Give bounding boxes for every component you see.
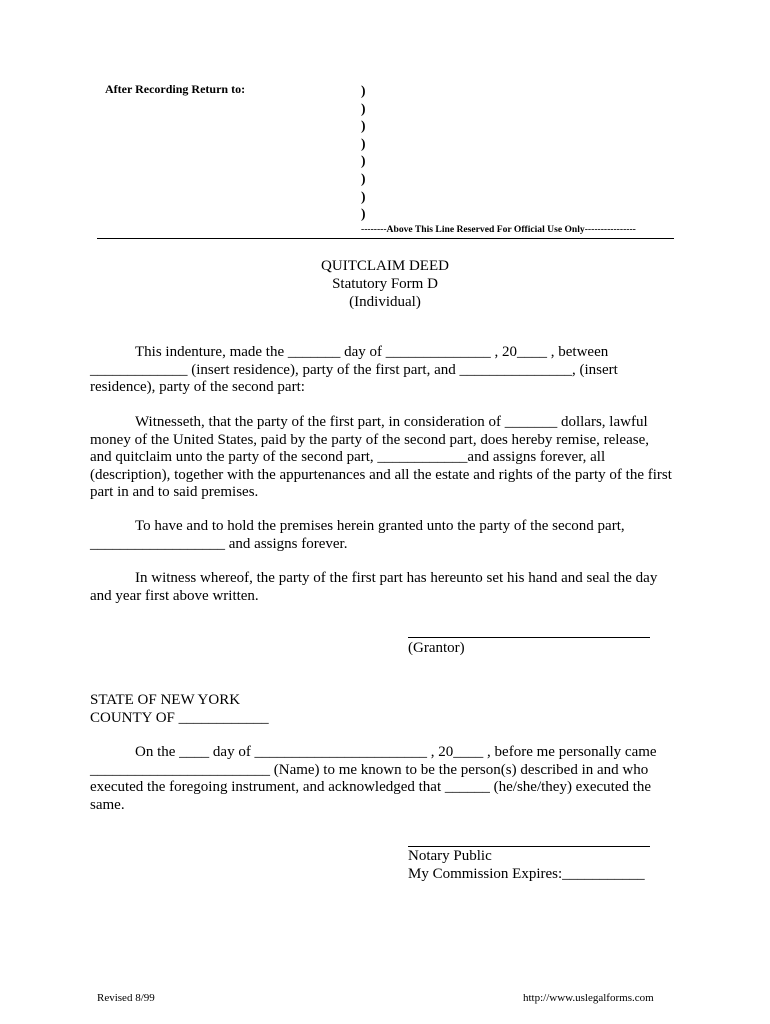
commission-expires: My Commission Expires:___________ (408, 865, 645, 882)
paragraph-line: (description), together with the appurtenances and all the estate and rights of the party of the first (90, 466, 672, 483)
bracket-mark: ) (361, 206, 366, 222)
return-label: After Recording Return to: (105, 82, 246, 96)
revision-note: Revised 8/99 (97, 992, 155, 1004)
official-use-divider (97, 238, 674, 239)
paragraph-line: ________________________ (Name) to me known to be the person(s) described in and who (90, 761, 649, 778)
bracket-mark: ) (361, 188, 366, 204)
paragraph-line: In witness whereof, the party of the first part has hereunto set his hand and seal the day (135, 570, 658, 586)
notary-signature-line (408, 846, 650, 847)
grantor-label: (Grantor) (408, 640, 465, 656)
bracket-mark: ) (361, 118, 366, 134)
paragraph-line: __________________ and assigns forever. (90, 535, 348, 552)
acknowledgment-paragraph (90, 744, 690, 814)
bracket-mark: ) (361, 135, 366, 151)
paragraph-line: same. (90, 796, 125, 813)
subtitle-line: Statutory Form D (332, 276, 438, 292)
venue-block (90, 692, 690, 727)
paragraph-line: This indenture, made the _______ day of ______________ , 20____ , between (135, 344, 609, 360)
paragraph-line: part in and to said premises. (90, 484, 259, 500)
bracket-mark: ) (361, 153, 366, 169)
paragraph-line: executed the foregoing instrument, and acknowledged that ______ (he/she/they) executed the (90, 779, 652, 795)
paragraph-line: On the ____ day of _______________________ , 20____ , before me personally came (135, 744, 657, 760)
notary-block (408, 848, 645, 883)
grantor-signature-line (408, 637, 650, 638)
county-line: COUNTY OF ____________ (90, 709, 269, 726)
bracket-mark: ) (361, 83, 366, 98)
bracket-mark: ) (361, 100, 366, 116)
recording-brackets (361, 82, 366, 223)
paragraph-line: and quitclaim unto the party of the second part, ____________and assigns forever, all (90, 449, 606, 465)
reserved-note: --------Above This Line Reserved For Official Use Only---------------- (361, 224, 636, 235)
witness-paragraph (90, 570, 690, 605)
habendum-paragraph (90, 518, 690, 553)
paragraph-line: Witnesseth, that the party of the first part, in consideration of _______ dollars, lawful (135, 414, 648, 430)
paragraph-line: money of the United States, paid by the party of the second part, does hereby remise, release, (90, 431, 649, 448)
paragraph-line: _____________ (insert residence), party of the first part, and _______________, (insert (90, 361, 618, 378)
footer-url: http://www.uslegalforms.com (523, 992, 654, 1004)
subtitle-line: (Individual) (349, 294, 421, 310)
title-line: QUITCLAIM DEED (321, 258, 449, 274)
bracket-mark: ) (361, 170, 366, 186)
document-title (0, 257, 770, 311)
notary-title: Notary Public (408, 848, 492, 864)
paragraph-line: To have and to hold the premises herein granted unto the party of the second part, (135, 518, 625, 534)
witnesseth-paragraph (90, 414, 690, 502)
indenture-paragraph (90, 344, 690, 397)
state-line: STATE OF NEW YORK (90, 692, 241, 708)
paragraph-line: and year first above written. (90, 587, 259, 604)
paragraph-line: residence), party of the second part: (90, 379, 305, 395)
